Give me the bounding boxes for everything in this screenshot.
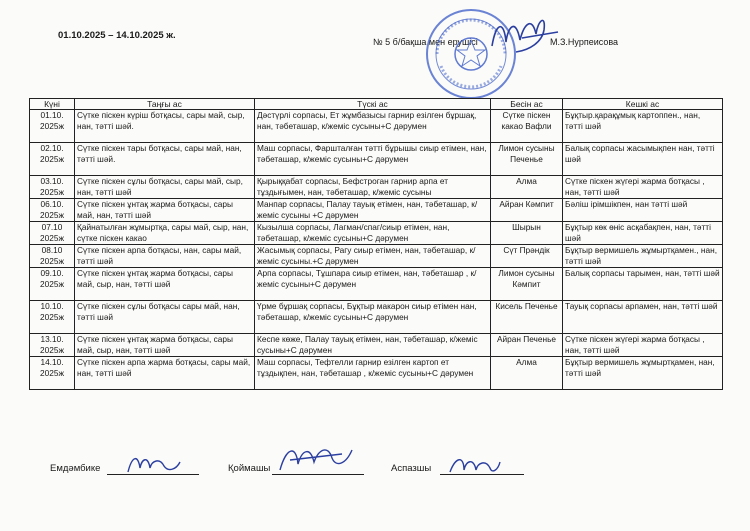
table-row bbox=[30, 357, 723, 390]
row-breakfast: Сүтке піскен арпа ботқасы, нан, сары май, тәтті шәй bbox=[75, 245, 255, 268]
column-header-dinner: Кешкі ас bbox=[563, 99, 723, 110]
signature-top bbox=[486, 12, 564, 60]
row-day: 13.10. 2025ж bbox=[30, 334, 75, 357]
row-lunch: Қырыққабат сорпасы, Бефстроган гарнир арпа ет тұздығымен, нан, тәбеташар, к/жеміс сусыны bbox=[255, 176, 491, 199]
row-dinner: Балық сорпасы жасымықпен нан, тәтті шәй bbox=[563, 143, 723, 176]
row-snack: Алма bbox=[491, 357, 563, 390]
column-header-breakfast: Таңғы ас bbox=[75, 99, 255, 110]
row-day: 14.10. 2025ж bbox=[30, 357, 75, 390]
date-range: 01.10.2025 – 14.10.2025 ж. bbox=[58, 30, 176, 41]
table-row bbox=[30, 176, 723, 199]
row-breakfast: Сүтке піскен арпа жарма ботқасы, сары май, нан, тәтті шәй bbox=[75, 357, 255, 390]
row-breakfast: Сүтке піскен сұлы ботқасы сары май, нан, тәтті шәй bbox=[75, 301, 255, 334]
row-lunch: Маш сорпасы, Фаршталған тәтті бұрышы сиыр етімен, нан, тәбеташар, к/жеміс сусыны+С дәрумен bbox=[255, 143, 491, 176]
row-day: 06.10. 2025ж bbox=[30, 199, 75, 222]
column-header-snack: Бесін ас bbox=[491, 99, 563, 110]
row-breakfast: Сүтке піскен ұнтақ жарма ботқасы, сары май, сыр, нан, тәтті шәй bbox=[75, 334, 255, 357]
row-lunch: Арпа сорпасы, Тұшпара сиыр етімен, нан, тәбеташар , к/жеміс сусыны+С дәрумен bbox=[255, 268, 491, 301]
row-day: 01.10. 2025ж bbox=[30, 110, 75, 143]
row-dinner: Бұқтыр вермишель жұмыртқамен., нан, тәтті шәй bbox=[563, 245, 723, 268]
cook-signature bbox=[446, 452, 502, 482]
column-header-lunch: Түскі ас bbox=[255, 99, 491, 110]
row-day: 03.10. 2025ж bbox=[30, 176, 75, 199]
row-breakfast: Сүтке піскен күріш ботқасы, сары май, сыр, нан, тәтті шәй. bbox=[75, 110, 255, 143]
row-snack: Лимон сусыны Кәмпит bbox=[491, 268, 563, 301]
table-row bbox=[30, 245, 723, 268]
row-day: 09.10. 2025ж bbox=[30, 268, 75, 301]
row-dinner: Балық сорпасы тарымен, нан, тәтті шәй bbox=[563, 268, 723, 301]
row-snack: Айран Кәмпит bbox=[491, 199, 563, 222]
table-row bbox=[30, 143, 723, 176]
row-breakfast: Сүтке піскен сұлы ботқасы, сары май, сыр, нан, тәтті шәй bbox=[75, 176, 255, 199]
table-header-row bbox=[30, 99, 723, 110]
row-lunch: Жасымық сорпасы, Рагу сиыр етімен, нан, тәбеташар, к/жеміс сусыны.+С дәрумен bbox=[255, 245, 491, 268]
table-row bbox=[30, 301, 723, 334]
table-row bbox=[30, 222, 723, 245]
row-snack: Лимон сусыны Печенье bbox=[491, 143, 563, 176]
row-snack: Айран Печенье bbox=[491, 334, 563, 357]
row-dinner: Сүтке піскен жүгері жарма ботқасы , нан, тәтті шәй bbox=[563, 176, 723, 199]
signer-name: М.З.Нурпеисова bbox=[550, 37, 619, 47]
row-day: 07.10 2025ж bbox=[30, 222, 75, 245]
storekeeper-signature bbox=[276, 440, 356, 478]
row-day: 10.10. 2025ж bbox=[30, 301, 75, 334]
row-breakfast: Сүтке піскен ұнтақ жарма ботқасы, сары май, сыр, нан, тәтті шәй bbox=[75, 268, 255, 301]
row-dinner: Бұқтыр көк өніс асқабақпен, нан, тәтті шәй bbox=[563, 222, 723, 245]
row-snack: Алма bbox=[491, 176, 563, 199]
meal-table bbox=[29, 98, 723, 390]
table-row bbox=[30, 334, 723, 357]
row-lunch: Кызылша сорпасы, Лагман/спаг/сиыр етімен, нан, тәбеташар, к/жеміс сусыны+С дәрумен bbox=[255, 222, 491, 245]
row-dinner: Бәліш ірімшікпен, нан тәтті шәй bbox=[563, 199, 723, 222]
column-header-day: Күні bbox=[30, 99, 75, 110]
row-dinner: Тауық сорпасы арпамен, нан, тәтті шәй bbox=[563, 301, 723, 334]
table-row bbox=[30, 199, 723, 222]
table-row bbox=[30, 110, 723, 143]
storekeeper-label: Қоймашы bbox=[228, 463, 271, 474]
row-breakfast: Қайнатылған жұмыртқа, сары май, сыр, нан, сүтке піскен какао bbox=[75, 222, 255, 245]
row-lunch: Үрме бұршақ сорпасы, Бұқтыр макарон сиыр етімен нан, тәбеташар, к/жеміс сусыны+С дәрумен bbox=[255, 301, 491, 334]
row-snack: Сүт Прәндік bbox=[491, 245, 563, 268]
row-lunch: Кеспе көже, Палау тауық етімен, нан, тәбеташар, к/жеміс сусыны+С дәрумен bbox=[255, 334, 491, 357]
row-lunch: Маш сорпасы, Тефтелли гарнир езілген картоп ет тұздықпен, нан, тәбеташар , к/жеміс сусыны+С дәрумен bbox=[255, 357, 491, 390]
row-breakfast: Сүтке піскен тары ботқасы, сары май, нан, тәтті шәй. bbox=[75, 143, 255, 176]
row-dinner: Бұқтыр вермишель жұмыртқамен, нан, тәтті шәй bbox=[563, 357, 723, 390]
cook-label: Аспазшы bbox=[391, 463, 432, 474]
row-snack: Шырын bbox=[491, 222, 563, 245]
nurse-signature bbox=[124, 450, 184, 480]
row-lunch: Дәстүрлі сорпасы, Ет жұмбазысы гарнир езілген бұршақ, нан, тәбеташар, к/жеміс сусыны+С дәрумен bbox=[255, 110, 491, 143]
row-snack: Сүтке піскен какао Вафли bbox=[491, 110, 563, 143]
row-dinner: Сүтке піскен жүгері жарма ботқасы , нан, тәтті шәй bbox=[563, 334, 723, 357]
row-snack: Кисель Печенье bbox=[491, 301, 563, 334]
table-row bbox=[30, 268, 723, 301]
row-day: 08.10 2025ж bbox=[30, 245, 75, 268]
row-day: 02.10. 2025ж bbox=[30, 143, 75, 176]
row-lunch: Манпар сорпасы, Палау тауық етімен, нан, тәбеташар, к/жеміс сусыны +С дәрумен bbox=[255, 199, 491, 222]
row-dinner: Бұқтыр.қарақұмық картоппен., нан, тәтті шәй bbox=[563, 110, 723, 143]
nurse-label: Емдәмбике bbox=[50, 463, 101, 474]
row-breakfast: Сүтке піскен ұнтақ жарма ботқасы, сары май, нан, тәтті шәй bbox=[75, 199, 255, 222]
approval-label: № 5 б/бақша мен ерушісі bbox=[373, 37, 478, 47]
